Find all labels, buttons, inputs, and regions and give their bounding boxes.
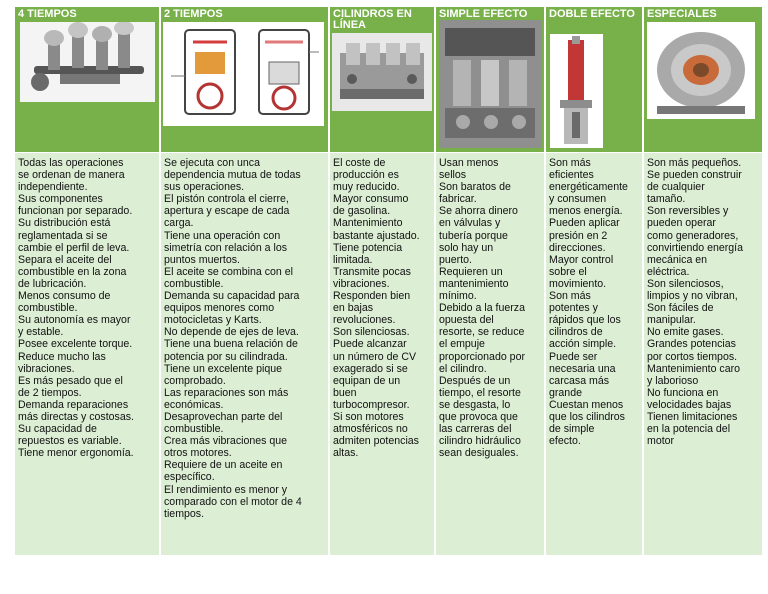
column-title: 2 TIEMPOS [164, 8, 223, 20]
column-4-tiempos [15, 7, 159, 555]
engine-block-icon [439, 20, 542, 148]
column-title: DOBLE EFECTO [549, 8, 635, 20]
electric-motor-icon [647, 22, 755, 119]
column-text: El coste de producción es muy reducido. Mayor consumo de gasolina. Mantenimiento bastante ajustado. Tiene potencia limitada. Transmite pocas vibraciones. Responden bien en bajas revoluciones. Son silenciosas. Puede alcanzar un número de CV exagerado si se equipan de un buen turbocompresor. Si son motores atmosféricos no admiten potencias altas. [333, 157, 420, 460]
column-cilindros-en-linea [330, 7, 434, 555]
column-body [644, 153, 762, 555]
column-text: Se ejecuta con unca dependencia mutua de todas sus operaciones. El pistón controla el cierre, apertura y escape de cada carga. Tiene una operación con simetría con relación a los puntos muertos. El aceite se combina con el combustible. Demanda su capacidad para equipos menores como motocicletas y Karts. No depende de ejes de leva. Tiene una buena relación de potencia por su cilindrada. Tiene un excelente pique comprobado. Las reparaciones son más económicas. Desaprovechan parte del combustible. Crea más vibraciones que otros motores. Requiere de un aceite en específico. El rendimiento es menor y comparado con el motor de 4 tiempos. [164, 157, 302, 520]
column-header [161, 7, 328, 152]
comparison-table [14, 6, 763, 556]
column-title: CILINDROS EN LÍNEA [333, 8, 412, 31]
column-text: Todas las operaciones se ordenan de manera independiente. Sus componentes funcionan por separado. Su distribución está reglamentada si se cambie el perfil de leva. Separa el aceite del combustible en la zona de lubricación. Menos consumo de combustible. Su autonomía es mayor y estable. Posee excelente torque. Reduce mucho las vibraciones. Es más pesado que el de 2 tiempos. Demanda reparaciones más directas y costosas. Su capacidad de repuestos es variable. Tiene menor ergonomía. [18, 157, 134, 460]
two-stroke-diagram-icon [163, 22, 324, 126]
column-body [15, 153, 159, 555]
column-body [330, 153, 434, 555]
column-title: 4 TIEMPOS [18, 8, 77, 20]
column-text: Son más eficientes energéticamente y consumen menos energía. Pueden aplicar presión en 2 direcciones. Mayor control sobre el movimiento. Son más potentes y rápidos que los cilindros de acción simple. Puede ser necesaria una carcasa más grande Cuestan menos que los cilindros de simple efecto. [549, 157, 628, 448]
crankshaft-pistons-icon [20, 22, 155, 102]
column-body [161, 153, 328, 555]
column-title: ESPECIALES [647, 8, 717, 20]
inline-engine-icon [332, 33, 432, 111]
column-text: Son más pequeños. Se pueden construir de cualquier tamaño. Son reversibles y pueden operar como generadores, convirtiendo energía mecánica en eléctrica. Son silenciosos, limpios y no vibran, Son fáciles de manipular. No emite gases. Grandes potencias por cortos tiempos. Mantenimiento caro y laborioso No funciona en velocidades bajas Tienen limitaciones en la potencia del motor [647, 157, 743, 448]
column-text: Usan menos sellos Son baratos de fabricar. Se ahorra dinero en válvulas y tubería porque solo hay un puerto. Requieren un mantenimiento mínimo. Debido a la fuerza opuesta del resorte, se reduce el empuje proporcionado por el cilindro. Después de un tiempo, el resorte se desgasta, lo que provoca que las carreras del cilindro hidráulico sean desiguales. [439, 157, 525, 460]
column-header [330, 7, 434, 152]
column-body [546, 153, 642, 555]
hydraulic-cylinder-icon [550, 34, 603, 148]
column-doble-efecto [546, 7, 642, 555]
column-2-tiempos [161, 7, 328, 555]
column-header [546, 7, 642, 152]
column-header [436, 7, 544, 152]
column-especiales [644, 7, 762, 555]
column-header [644, 7, 762, 152]
column-title: SIMPLE EFECTO [439, 8, 528, 20]
column-header [15, 7, 159, 152]
column-body [436, 153, 544, 555]
column-simple-efecto [436, 7, 544, 555]
